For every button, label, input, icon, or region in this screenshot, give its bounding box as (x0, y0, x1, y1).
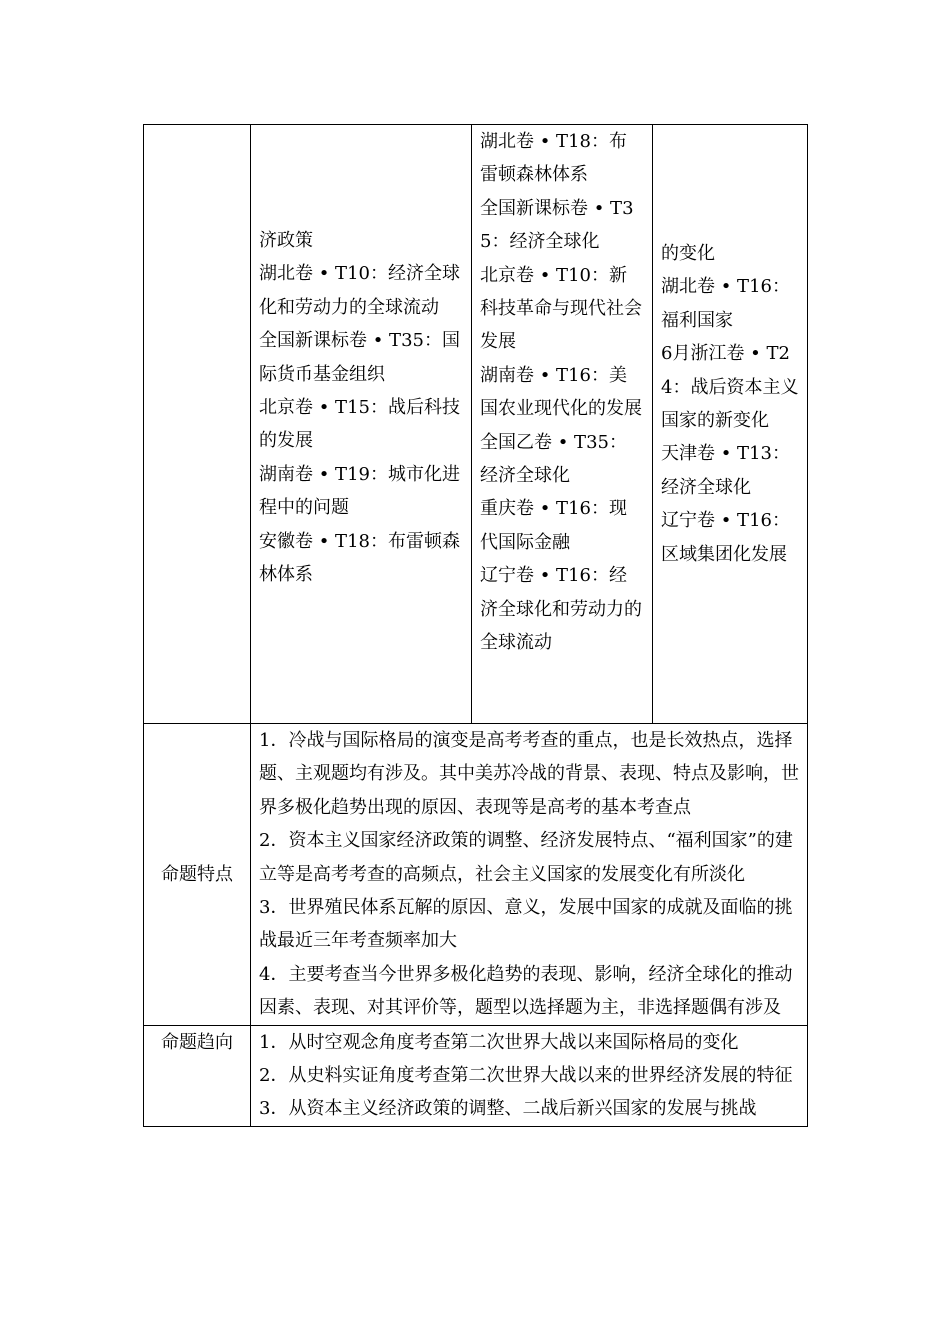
feature-item: 1．冷战与国际格局的演变是高考考查的重点，也是长效热点，选择题、主观题均有涉及。其中美苏冷战的背景、表现、特点及影响，世界多极化趋势出现的原因、表现等是高考的基本考查点 (259, 730, 799, 818)
exam-analysis-table (143, 124, 808, 1127)
exam-list-row (144, 125, 808, 724)
exam-entry: 的变化 (661, 243, 715, 264)
trends-label: 命题趋向 (144, 1025, 251, 1126)
exam-entry: 全国新课标卷 • T35：国际货币基金组织 (259, 330, 460, 385)
empty-label-cell (144, 125, 251, 724)
exam-entry: 6月浙江卷 • T24：战后资本主义国家的新变化 (661, 343, 799, 432)
exam-entry: 湖北卷 • T18：布雷顿森林体系 (480, 131, 627, 186)
features-label: 命题特点 (144, 724, 251, 1026)
exam-entry: 湖南卷 • T16：美国农业现代化的发展 (480, 364, 642, 420)
trend-item: 1．从时空观念角度考查第二次世界大战以来国际格局的变化 (259, 1031, 739, 1053)
exam-entry: 北京卷 • T15：战后科技的发展 (259, 397, 460, 452)
trend-item: 2．从史料实证角度考查第二次世界大战以来的世界经济发展的特征 (259, 1065, 793, 1087)
trend-item: 3．从资本主义经济政策的调整、二战后新兴国家的发展与挑战 (259, 1098, 757, 1120)
trends-row (144, 1025, 808, 1126)
exam-entry: 重庆卷 • T16：现代国际金融 (480, 498, 627, 553)
exam-list-col3 (472, 125, 653, 724)
exam-entry: 北京卷 • T10：新科技革命与现代社会发展 (480, 264, 642, 353)
exam-entry: 天津卷 • T13：经济全球化 (661, 443, 790, 498)
features-row (144, 724, 808, 1026)
feature-item: 2．资本主义国家经济政策的调整、经济发展特点、“福利国家”的建立等是高考考查的高频点，社会主义国家的发展变化有所淡化 (259, 830, 793, 885)
exam-entry: 全国乙卷 • T35：经济全球化 (480, 431, 627, 487)
exam-entry: 安徽卷 • T18：布雷顿森林体系 (259, 530, 460, 586)
exam-entry: 湖北卷 • T10：经济全球化和劳动力的全球流动 (259, 263, 460, 318)
exam-list-col2 (251, 125, 472, 724)
feature-item: 3．世界殖民体系瓦解的原因、意义，发展中国家的成就及面临的挑战最近三年考查频率加大 (259, 897, 793, 952)
exam-entry: 湖南卷 • T19：城市化进程中的问题 (259, 463, 460, 519)
trends-content (251, 1025, 808, 1126)
exam-entry: 全国新课标卷 • T35：经济全球化 (480, 197, 634, 253)
feature-item: 4．主要考查当今世界多极化趋势的表现、影响，经济全球化的推动因素、表现、对其评价等，题型以选择题为主，非选择题偶有涉及 (259, 963, 793, 1019)
exam-entry: 济政策 (259, 230, 313, 251)
exam-entry: 湖北卷 • T16：福利国家 (661, 276, 790, 331)
exam-entry: 辽宁卷 • T16：区域集团化发展 (661, 510, 790, 565)
features-content (251, 724, 808, 1026)
exam-list-col4 (653, 125, 808, 724)
exam-entry: 辽宁卷 • T16：经济全球化和劳动力的全球流动 (480, 565, 642, 654)
